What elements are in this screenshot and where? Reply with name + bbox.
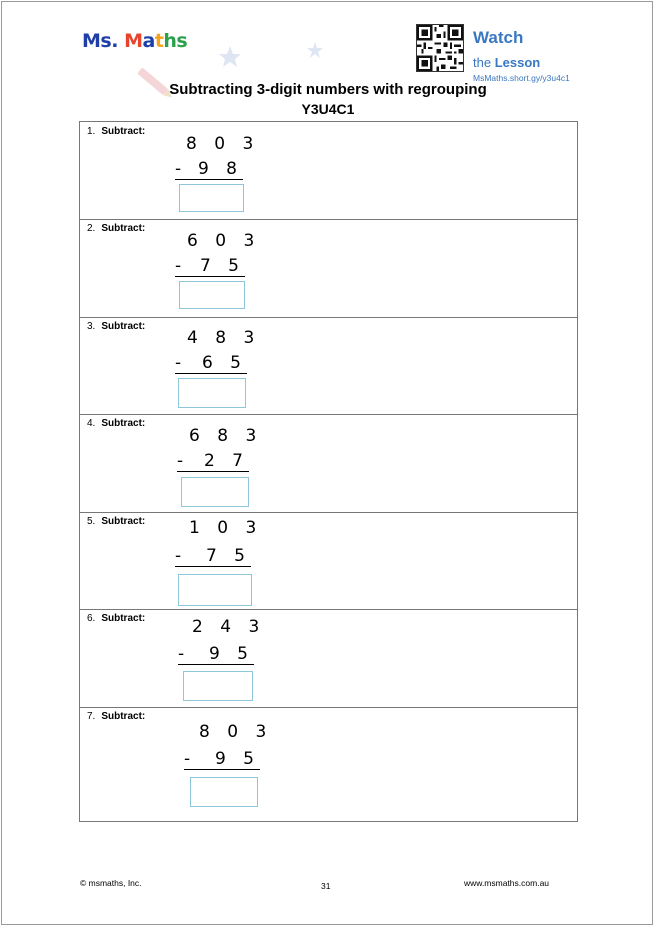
question-1 xyxy=(80,122,577,220)
minus-sign: - xyxy=(175,256,182,276)
question-4 xyxy=(80,414,577,513)
question-6 xyxy=(80,609,577,708)
worksheet-title: Subtracting 3-digit numbers with regrouping xyxy=(169,81,487,98)
subtrahend-line xyxy=(184,749,260,770)
watch-heading: Watch xyxy=(473,28,524,47)
minuend: 8 0 3 xyxy=(199,722,273,742)
minuend: 4 8 3 xyxy=(187,328,261,348)
question-label: 4. Subtract: xyxy=(87,418,146,429)
question-label: 5. Subtract: xyxy=(87,516,146,527)
answer-box[interactable] xyxy=(181,477,249,507)
answer-box[interactable] xyxy=(178,378,246,408)
worksheet-code: Y3U4C1 xyxy=(301,101,355,117)
minuend: 8 0 3 xyxy=(186,134,260,154)
subtrahend-line xyxy=(175,353,247,374)
question-label: 3. Subtract: xyxy=(87,321,146,332)
minuend: 1 0 3 xyxy=(189,518,263,538)
subtrahend: 7 5 xyxy=(205,546,251,566)
subtrahend: 7 5 xyxy=(199,256,245,276)
question-7 xyxy=(80,707,577,821)
question-2 xyxy=(80,219,577,318)
subtrahend: 9 5 xyxy=(214,749,260,769)
minus-sign: - xyxy=(178,644,185,664)
minus-sign: - xyxy=(184,749,191,769)
question-label: 7. Subtract: xyxy=(87,711,146,722)
minus-sign: - xyxy=(175,546,182,566)
minuend: 6 8 3 xyxy=(189,426,263,446)
footer-page-number: 31 xyxy=(321,881,331,891)
subtrahend-line xyxy=(177,451,249,472)
subtrahend: 6 5 xyxy=(201,353,247,373)
subtrahend-line xyxy=(178,644,254,665)
subtrahend: 2 7 xyxy=(203,451,249,471)
answer-box[interactable] xyxy=(179,184,244,212)
qr-code-icon[interactable] xyxy=(416,24,464,72)
answer-box[interactable] xyxy=(183,671,253,701)
the-lesson-heading: the Lesson xyxy=(473,55,541,70)
subtrahend-line xyxy=(175,159,243,180)
minus-sign: - xyxy=(175,353,182,373)
question-label: 1. Subtract: xyxy=(87,126,146,137)
question-5 xyxy=(80,512,577,610)
minus-sign: - xyxy=(175,159,182,179)
ms-maths-logo: Ms. Maths xyxy=(82,30,188,52)
minus-sign: - xyxy=(177,451,184,471)
subtrahend-line xyxy=(175,546,251,567)
minuend: 6 0 3 xyxy=(187,231,261,251)
question-3 xyxy=(80,317,577,415)
subtrahend-line xyxy=(175,256,245,277)
minuend: 2 4 3 xyxy=(192,617,266,637)
lesson-link[interactable]: MsMaths.short.gy/y3u4c1 xyxy=(473,73,570,83)
subtrahend: 9 5 xyxy=(208,644,254,664)
answer-box[interactable] xyxy=(178,574,252,606)
question-label: 6. Subtract: xyxy=(87,613,146,624)
answer-box[interactable] xyxy=(179,281,245,309)
answer-box[interactable] xyxy=(190,777,258,807)
footer-copyright: © msmaths, Inc. xyxy=(80,878,142,888)
question-label: 2. Subtract: xyxy=(87,223,146,234)
subtrahend: 9 8 xyxy=(197,159,243,179)
footer-website[interactable]: www.msmaths.com.au xyxy=(464,878,550,888)
question-sheet xyxy=(79,121,578,822)
